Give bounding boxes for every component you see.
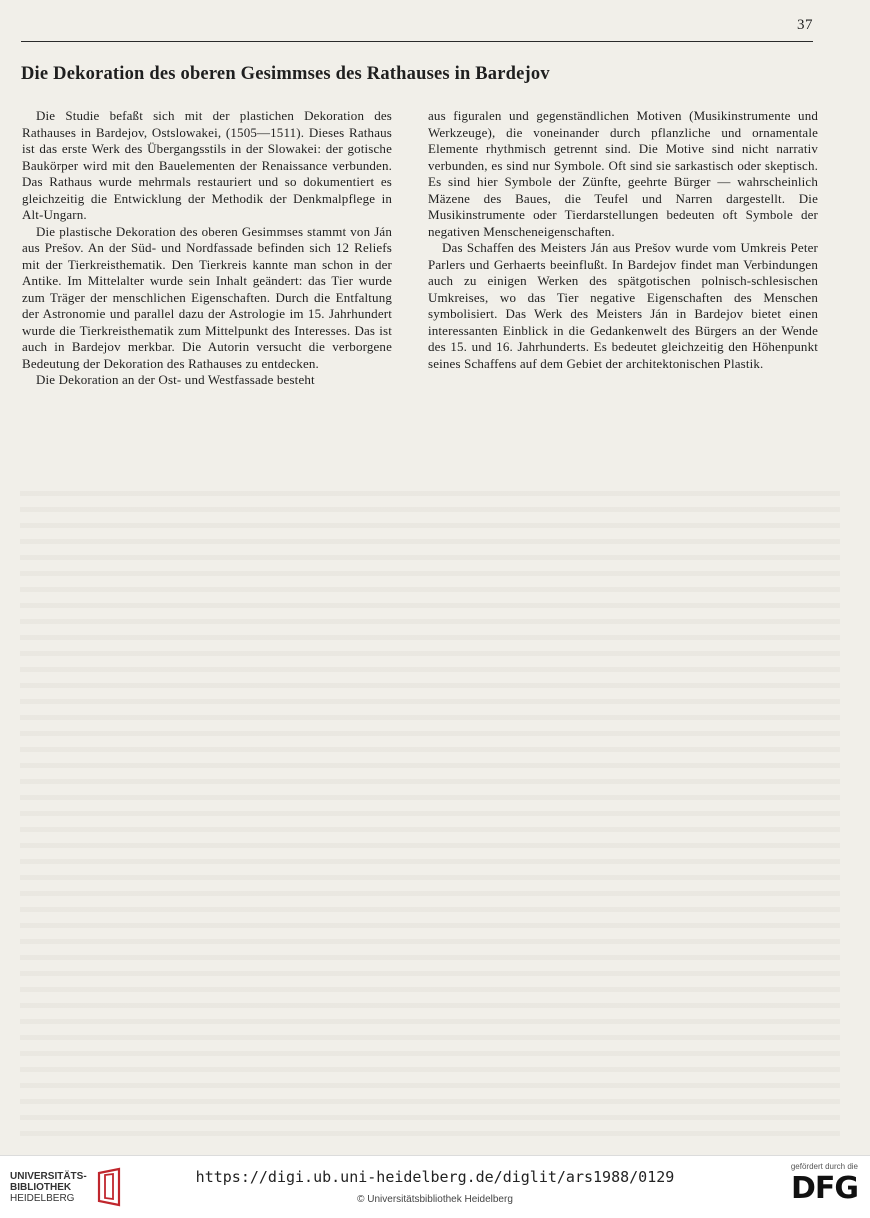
right-column: [428, 108, 818, 372]
paragraph: Die Dekoration an der Ost- und Westfassade besteht: [36, 372, 315, 387]
viewer-footer: [0, 1155, 870, 1218]
show-through-texture: [20, 480, 840, 1138]
funding-caption: gefördert durch die: [790, 1162, 858, 1171]
copyright-notice: © Universitätsbibliothek Heidelberg: [357, 1194, 513, 1205]
paragraph: aus figuralen und gegenständlichen Motiven (Musikinstrumente und Werkzeuge), die voneinander durch pflanzliche und ornamentale Elemente rhythmisch getrennt sind. Die Motive sind nicht narrativ verbunden, es sind nur Symbole. Oft sind sie sarkastisch oder skeptisch. Es sind hier Symbole der Zünfte, geehrte Bürger — wahrscheinlich Mäzene des Baues, die Teufel und Narren dargestellt. Die Musikinstrumente oder Tierdarstellungen bedeuten oft Symbole der negativen Menscheneigenschaften.: [428, 108, 818, 239]
top-rule: [21, 41, 813, 42]
dfg-funding[interactable]: [791, 1162, 858, 1205]
paragraph: Die plastische Dekoration des oberen Gesimmses stammt von Ján aus Prešov. An der Süd- und Nordfassade befinden sich 12 Reliefs mit der Tierkreisthematik. Den Tierkreis kannte man schon in der Antike. Im Mittelalter wurde sein Inhalt geändert: das Tier wurde zum Träger der menschlichen Eigenschaften. Durch die Entfaltung der Astronomie und parallel dazu der Astrologie im 15. Jahrhundert wurde die Tierkreisthematik zum Mittelpunkt des Interesses. Das ist auch in Bardejov merkbar. Die Autorin versucht die verborgene Bedeutung der Dekoration des Rathauses zu entdecken.: [22, 223, 392, 371]
library-name: UNIVERSITÄTS- BIBLIOTHEK HEIDELBERG: [10, 1170, 87, 1204]
dfg-logo: DFG: [790, 1171, 858, 1206]
left-column: [22, 108, 392, 389]
document-url[interactable]: https://digi.ub.uni-heidelberg.de/diglit/ars1988/0129: [195, 1168, 675, 1186]
page-title: Die Dekoration des oberen Gesimmses des Rathauses in Bardejov: [21, 64, 550, 84]
paragraph: Das Schaffen des Meisters Ján aus Prešov wurde vom Umkreis Peter Parlers und Gerhaerts beeinflußt. In Bardejov findet man Verbindungen auch zu einigen Werken des spätgotischen polnisch-schlesischen Umkreises, wo das Tier negative Eigenschaften des Menschen symbolisiert. Das Werk des Meisters Ján in Bardejov bietet einen interessanten Einblick in die Gedankenwelt des Bürgers an der Wende des 15. und 16. Jahrhunderts. Es bedeutet gleichzeitig den Höhenpunkt seines Schaffens auf dem Gebiet der architektonischen Plastik.: [428, 240, 818, 371]
page-number: 37: [797, 17, 813, 33]
paragraph: Die Studie befaßt sich mit der plastichen Dekoration des Rathauses in Bardejov, Ostslowakei, (1505—1511). Dieses Rathaus ist das erste Werk des Übergangsstils in der Slowakei: der gotische Baukörper wird mit den Bauelementen der Renaissance verbunden. Das Rathaus wurde mehrmals restauriert und so dokumentiert es gleichzeitig die Entwicklung der Methodik der Denkmalpflege in Alt-Ungarn.: [22, 108, 392, 222]
